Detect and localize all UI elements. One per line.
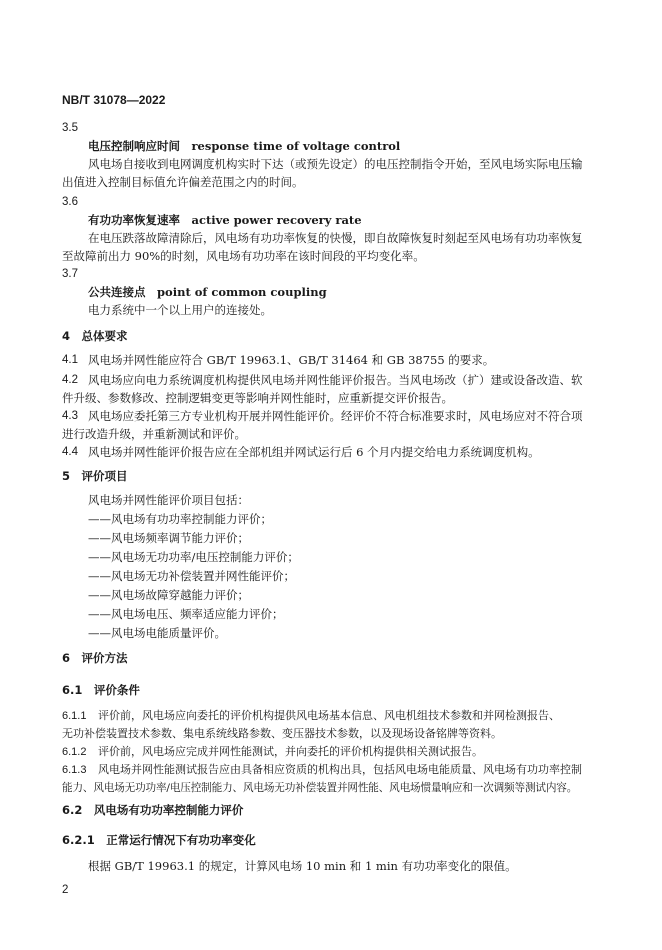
term-number: 3.7 bbox=[62, 268, 78, 280]
list-intro: 风电场并网性能评价项目包括： bbox=[88, 493, 249, 507]
clause-text: 进行改造升级，并重新测试和评价。 bbox=[62, 427, 246, 441]
clause-text: 能力、风电场无功功率/电压控制能力、风电场无功补偿装置并网性能、风电场惯量响应和一次调频等测试内容。 bbox=[62, 782, 578, 794]
clause-number: 4.3 bbox=[62, 410, 78, 422]
list-item: ——风电场无功补偿装置并网性能评价； bbox=[88, 569, 295, 583]
section-heading: 6 评价方法 bbox=[62, 651, 128, 665]
clause-text: 件升级、参数修改、控制逻辑变更等影响并网性能时，应重新提交评价报告。 bbox=[62, 391, 453, 405]
clause-number: 4.4 bbox=[62, 446, 78, 458]
term-number: 3.5 bbox=[62, 122, 78, 134]
term-title-cn: 公共连接点 bbox=[88, 285, 146, 299]
subsubsection-heading: 6.2.1 正常运行情况下有功功率变化 bbox=[62, 833, 256, 847]
clause-text: 风电场应向电力系统调度机构提供风电场并网性能评价报告。当风电场改（扩）建或设备改造、软 bbox=[88, 373, 583, 387]
term-definition-line: 电力系统中一个以上用户的连接处。 bbox=[88, 303, 272, 317]
term-title bbox=[88, 212, 362, 228]
term-title-cn: 电压控制响应时间 bbox=[88, 139, 180, 153]
clause-number: 6.1.2 bbox=[62, 746, 87, 758]
term-definition-line: 风电场自接收到电网调度机构实时下达（或预先设定）的电压控制指令开始，至风电场实际电压输 bbox=[88, 157, 583, 171]
term-title-en: point of common coupling bbox=[157, 285, 327, 299]
clause-text: 无功补偿装置技术参数、集电系统线路参数、变压器技术参数，以及现场设备铭牌等资料。 bbox=[62, 727, 502, 740]
term-title bbox=[88, 138, 400, 154]
section-heading: 5 评价项目 bbox=[62, 469, 128, 483]
list-item: ——风电场频率调节能力评价； bbox=[88, 531, 249, 545]
clause-text: 风电场并网性能测试报告应由具备相应资质的机构出具，包括风电场电能质量、风电场有功功率控制 bbox=[98, 763, 582, 776]
section-heading: 4 总体要求 bbox=[62, 329, 128, 343]
list-item: ——风电场无功功率/电压控制能力评价； bbox=[88, 550, 299, 564]
clause-number: 6.1.3 bbox=[62, 764, 87, 776]
term-number: 3.6 bbox=[62, 196, 78, 208]
list-item: ——风电场电能质量评价。 bbox=[88, 626, 226, 640]
term-definition-line: 至故障前出力 90%的时刻，风电场有功功率在该时间段的平均变化率。 bbox=[62, 249, 425, 263]
clause-text: 风电场并网性能评价报告应在全部机组并网试运行后 6 个月内提交给电力系统调度机构。 bbox=[88, 445, 540, 459]
subsection-heading: 6.2 风电场有功功率控制能力评价 bbox=[62, 803, 244, 817]
term-title bbox=[88, 284, 327, 300]
clause-text: 评价前，风电场应完成并网性能测试，并向委托的评价机构提供相关测试报告。 bbox=[98, 745, 483, 758]
term-definition-line: 在电压跌落故障清除后，风电场有功功率恢复的快慢，即自故障恢复时刻起至风电场有功功率恢复 bbox=[88, 231, 583, 245]
clause-number: 4.1 bbox=[62, 354, 78, 366]
clause-text: 风电场应委托第三方专业机构开展并网性能评价。经评价不符合标准要求时，风电场应对不符合项 bbox=[88, 409, 583, 423]
term-definition-line: 出值进入控制目标值允许偏差范围之内的时间。 bbox=[62, 175, 304, 189]
term-title-en: active power recovery rate bbox=[191, 213, 362, 227]
subsection-heading: 6.1 评价条件 bbox=[62, 683, 140, 697]
clause-text: 风电场并网性能应符合 GB/T 19963.1、GB/T 31464 和 GB 38755 的要求。 bbox=[88, 353, 495, 367]
list-item: ——风电场故障穿越能力评价； bbox=[88, 588, 249, 602]
standard-number: NB/T 31078—2022 bbox=[62, 93, 166, 107]
term-title-cn: 有功功率恢复速率 bbox=[88, 213, 180, 227]
page-number: 2 bbox=[62, 884, 69, 896]
term-title-en: response time of voltage control bbox=[191, 139, 401, 153]
clause-number: 6.1.1 bbox=[62, 710, 87, 722]
list-item: ——风电场有功功率控制能力评价； bbox=[88, 512, 272, 526]
clause-text: 评价前，风电场应向委托的评价机构提供风电场基本信息、风电机组技术参数和并网检测报告、 bbox=[98, 709, 560, 722]
clause-number: 4.2 bbox=[62, 374, 78, 386]
list-item: ——风电场电压、频率适应能力评价； bbox=[88, 607, 284, 621]
clause-text: 根据 GB/T 19963.1 的规定，计算风电场 10 min 和 1 min 有功功率变化的限值。 bbox=[88, 859, 517, 873]
